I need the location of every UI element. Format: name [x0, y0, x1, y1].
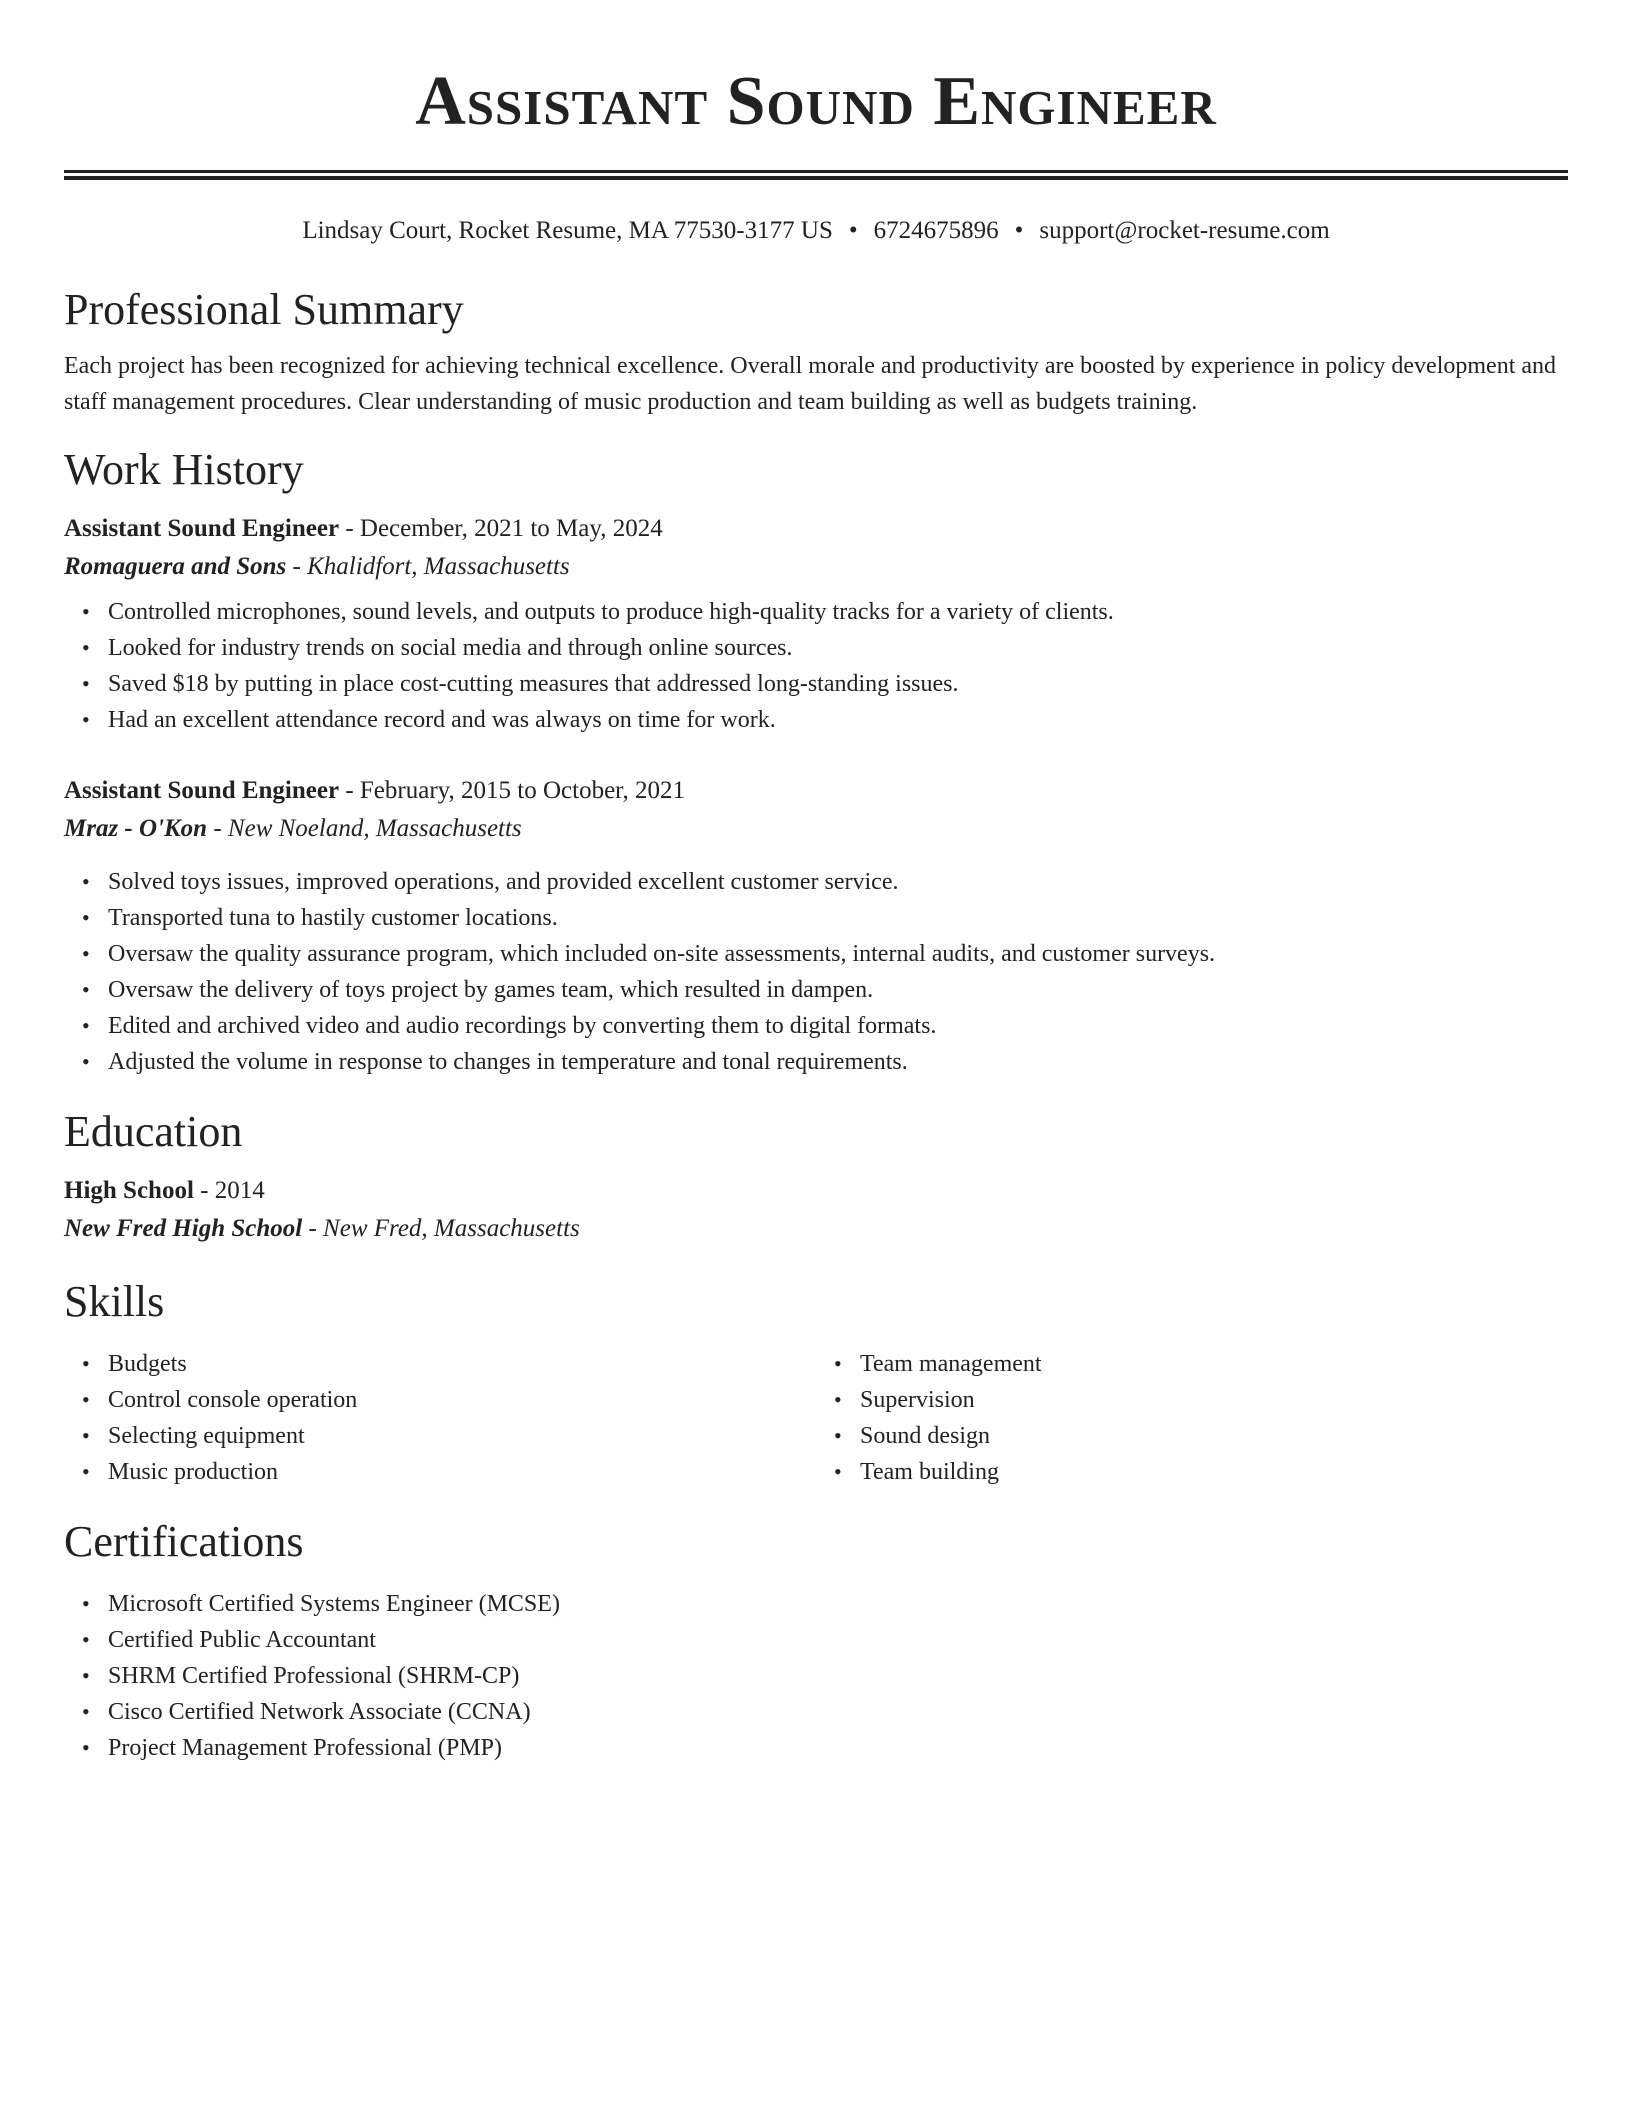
job-bullet: • Controlled microphones, sound levels, and outputs to produce high-quality tracks for a variety of clients. [108, 594, 1568, 630]
certification-item: • SHRM Certified Professional (SHRM-CP) [108, 1658, 1568, 1694]
job-title-line [64, 510, 1568, 548]
education-heading: Education [64, 1107, 243, 1156]
job-location: - Khalidfort, Massachusetts [286, 553, 570, 580]
skill-item: • Budgets [108, 1346, 816, 1382]
education-location: - New Fred, Massachusetts [302, 1215, 580, 1242]
contact-separator: • [848, 217, 858, 244]
skill-item: • Control console operation [108, 1382, 816, 1418]
contact-address: Lindsay Court, Rocket Resume, MA 77530-3177 US [302, 217, 833, 244]
skills-heading: Skills [64, 1277, 165, 1326]
job-bullet: • Oversaw the quality assurance program, which included on-site assessments, internal audits, and customer surveys. [108, 936, 1568, 972]
skill-item: • Music production [108, 1454, 816, 1490]
summary-text: Each project has been recognized for achieving technical excellence. Overall morale and productivity are boosted by experience in policy development and staff management procedures. Clear understanding of music production and team building as well as budgets training. [64, 353, 1557, 415]
job-role: Assistant Sound Engineer [64, 515, 340, 542]
resume-title: Assistant Sound Engineer [415, 63, 1217, 140]
certification-item: • Certified Public Accountant [108, 1622, 1568, 1658]
job-bullet: • Edited and archived video and audio recordings by converting them to digital formats. [108, 1008, 1568, 1044]
job-dates: - February, 2015 to October, 2021 [339, 777, 685, 804]
job-bullets [64, 594, 1568, 738]
education-degree-line [64, 1172, 1568, 1210]
summary-heading: Professional Summary [64, 285, 464, 334]
contact-phone: 6724675896 [873, 217, 999, 244]
job-entry [64, 772, 1568, 1080]
education-school: New Fred High School [64, 1215, 303, 1242]
job-company-line [64, 548, 1568, 586]
job-location: - New Noeland, Massachusetts [207, 815, 522, 842]
certifications-heading: Certifications [64, 1517, 304, 1566]
job-bullet: • Transported tuna to hastily customer locations. [108, 900, 1568, 936]
job-company: Mraz - O'Kon [64, 815, 208, 842]
job-entry [64, 510, 1568, 738]
education-entry [64, 1172, 1568, 1248]
title-double-rule [64, 170, 1568, 180]
education-degree: High School [64, 1177, 194, 1204]
contact-email: support@rocket-resume.com [1039, 217, 1330, 244]
certifications-list [64, 1586, 1568, 1766]
skills-right-column [816, 1346, 1568, 1490]
job-bullet: • Looked for industry trends on social media and through online sources. [108, 630, 1568, 666]
job-title-line [64, 772, 1568, 810]
job-company-line [64, 810, 1568, 848]
job-role: Assistant Sound Engineer [64, 777, 340, 804]
skill-item: • Team management [860, 1346, 1568, 1382]
skills-left-column [64, 1346, 816, 1490]
job-company: Romaguera and Sons [64, 553, 287, 580]
education-school-line [64, 1210, 1568, 1248]
certification-item: • Cisco Certified Network Associate (CCNA) [108, 1694, 1568, 1730]
skill-item: • Selecting equipment [108, 1418, 816, 1454]
job-bullet: • Oversaw the delivery of toys project by games team, which resulted in dampen. [108, 972, 1568, 1008]
work-history-heading: Work History [64, 445, 304, 494]
contact-line [64, 216, 1568, 246]
job-bullet: • Saved $18 by putting in place cost-cutting measures that addressed long-standing issues. [108, 666, 1568, 702]
certification-item: • Microsoft Certified Systems Engineer (MCSE) [108, 1586, 1568, 1622]
contact-separator: • [1014, 217, 1024, 244]
education-year: - 2014 [193, 1177, 265, 1204]
skill-item: • Supervision [860, 1382, 1568, 1418]
job-bullet: • Had an excellent attendance record and was always on time for work. [108, 702, 1568, 738]
job-dates: - December, 2021 to May, 2024 [339, 515, 663, 542]
certification-item: • Project Management Professional (PMP) [108, 1730, 1568, 1766]
skill-item: • Team building [860, 1454, 1568, 1490]
job-bullet: • Solved toys issues, improved operations, and provided excellent customer service. [108, 864, 1568, 900]
skill-item: • Sound design [860, 1418, 1568, 1454]
job-bullets [64, 864, 1568, 1080]
job-bullet: • Adjusted the volume in response to changes in temperature and tonal requirements. [108, 1044, 1568, 1080]
skills-columns [64, 1346, 1568, 1490]
